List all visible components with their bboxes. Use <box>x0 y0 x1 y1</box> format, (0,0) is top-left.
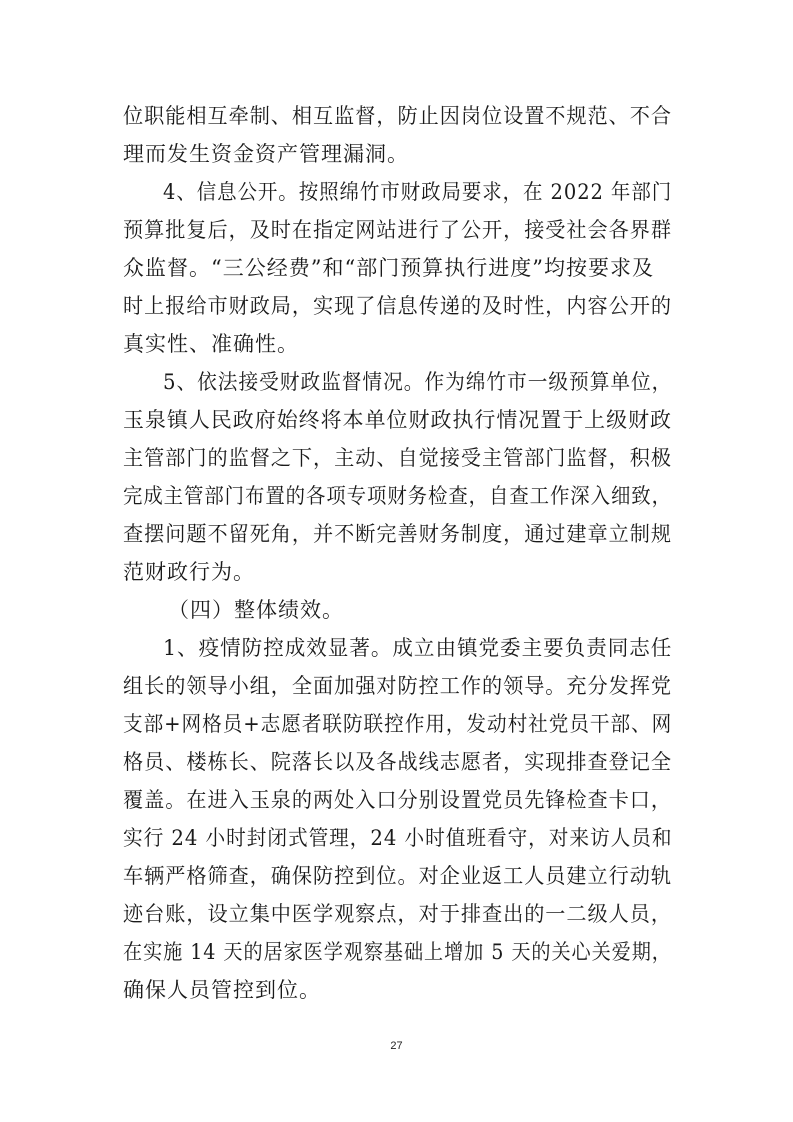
text-line: 主管部门的监督之下，主动、自觉接受主管部门监督，积极 <box>123 446 673 470</box>
text-line: 时上报给市财政局，实现了信息传递的及时性，内容公开的 <box>123 294 673 318</box>
text-line: 预算批复后，及时在指定网站进行了公开，接受社会各界群 <box>123 218 673 242</box>
text-line: 确保人员管控到位。 <box>123 978 321 1002</box>
paragraph-heading-4: 4、信息公开。按照绵竹市财政局要求，在 2022 年部门 <box>163 180 673 204</box>
text-line: 车辆严格筛查，确保防控到位。对企业返工人员建立行动轨 <box>123 864 673 888</box>
paragraph-heading-5: 5、依法接受财政监督情况。作为绵竹市一级预算单位， <box>163 370 673 394</box>
text-line: 位职能相互牵制、相互监督，防止因岗位设置不规范、不合 <box>123 104 673 128</box>
text-line: 迹台账，设立集中医学观察点，对于排查出的一二级人员， <box>123 902 673 926</box>
paragraph-heading-1: 1、疫情防控成效显著。成立由镇党委主要负责同志任 <box>163 636 673 660</box>
text-line: 完成主管部门布置的各项专项财务检查，自查工作深入细致， <box>123 484 672 508</box>
text-line: 格员、楼栋长、院落长以及各战线志愿者，实现排查登记全 <box>123 750 673 774</box>
text-line: 实行 24 小时封闭式管理，24 小时值班看守，对来访人员和 <box>123 826 673 850</box>
text-line: 在实施 14 天的居家医学观察基础上增加 5 天的关心关爱期， <box>123 940 672 964</box>
text-line: 覆盖。在进入玉泉的两处入口分别设置党员先锋检查卡口， <box>123 788 673 812</box>
text-line: 真实性、准确性。 <box>123 332 299 356</box>
section-heading: （四）整体绩效。 <box>168 598 344 622</box>
text-line: 查摆问题不留死角，并不断完善财务制度，通过建章立制规 <box>123 522 673 546</box>
page-number: 27 <box>390 1040 403 1052</box>
text-line: 众监督。“三公经费”和“部门预算执行进度”均按要求及 <box>123 256 654 280</box>
text-line: 理而发生资金资产管理漏洞。 <box>123 142 409 166</box>
text-line: 玉泉镇人民政府始终将本单位财政执行情况置于上级财政 <box>123 408 673 432</box>
text-line: 支部+网格员+志愿者联防联控作用，发动村社党员干部、网 <box>123 712 673 736</box>
text-line: 范财政行为。 <box>123 560 255 584</box>
text-line: 组长的领导小组，全面加强对防控工作的领导。充分发挥党 <box>123 674 673 698</box>
